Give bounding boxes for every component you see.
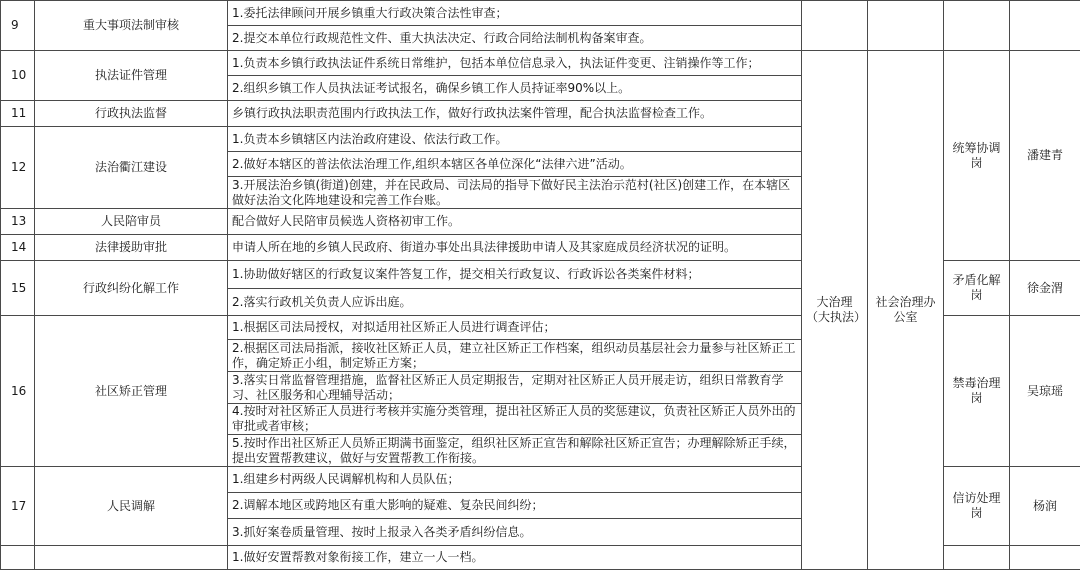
item-name: 重大事项法制审核 — [35, 1, 228, 51]
duty-text: 2.调解本地区或跨地区有重大影响的疑难、复杂民间纠纷； — [228, 493, 802, 519]
post-cell-empty — [944, 1, 1010, 51]
duty-text: 2.做好本辖区的普法依法治理工作,组织本辖区各单位深化“法律六进”活动。 — [228, 152, 802, 177]
office-cell: 社会治理办公室 — [868, 51, 944, 570]
duty-text: 5.按时作出社区矫正人员矫正期满书面鉴定，组织社区矫正宣告和解除社区矫正宣告；办理解除矫正手续，提出安置帮教建议，做好与安置帮教工作衔接。 — [228, 435, 802, 467]
area-cell-empty — [802, 1, 868, 51]
duty-text: 2.提交本单位行政规范性文件、重大执法决定、行政合同给法制机构备案审查。 — [228, 26, 802, 51]
item-name: 法治衢江建设 — [35, 127, 228, 209]
item-name: 人民陪审员 — [35, 209, 228, 235]
area-cell-next — [944, 546, 1010, 570]
row-number: 15 — [1, 261, 35, 316]
duty-text: 2.落实行政机关负责人应诉出庭。 — [228, 289, 802, 316]
row-number — [1, 546, 35, 570]
item-name — [35, 546, 228, 570]
duty-text: 乡镇行政执法职责范围内行政执法工作，做好行政执法案件管理，配合执法监督检查工作。 — [228, 101, 802, 127]
person-cell-empty — [1010, 1, 1080, 51]
duty-text: 2.根据区司法局指派，接收社区矫正人员，建立社区矫正工作档案，组织动员基层社会力量参与社区矫正工作，确定矫正小组，制定矫正方案； — [228, 340, 802, 372]
row-number: 10 — [1, 51, 35, 101]
item-name: 人民调解 — [35, 467, 228, 546]
office-cell-empty — [868, 1, 944, 51]
item-name: 社区矫正管理 — [35, 316, 228, 467]
row-number: 14 — [1, 235, 35, 261]
person-cell: 吴琼瑶 — [1010, 316, 1080, 467]
duty-text: 1.组建乡村两级人民调解机构和人员队伍； — [228, 467, 802, 493]
duty-text: 1.委托法律顾问开展乡镇重大行政决策合法性审查； — [228, 1, 802, 26]
area-cell: 大治理（大执法） — [802, 51, 868, 570]
item-name: 行政执法监督 — [35, 101, 228, 127]
row-number: 13 — [1, 209, 35, 235]
duty-text: 配合做好人民陪审员候选人资格初审工作。 — [228, 209, 802, 235]
duty-text: 1.负责本乡镇行政执法证件系统日常维护，包括本单位信息录入，执法证件变更、注销操作等工作； — [228, 51, 802, 76]
post-cell: 信访处理岗 — [944, 467, 1010, 546]
duty-text: 3.抓好案卷质量管理、按时上报录入各类矛盾纠纷信息。 — [228, 519, 802, 546]
duty-text: 1.根据区司法局授权，对拟适用社区矫正人员进行调查评估； — [228, 316, 802, 340]
duty-text: 1.负责本乡镇辖区内法治政府建设、依法行政工作。 — [228, 127, 802, 152]
item-name: 行政纠纷化解工作 — [35, 261, 228, 316]
item-name: 执法证件管理 — [35, 51, 228, 101]
person-cell: 潘建青 — [1010, 51, 1080, 261]
row-number: 12 — [1, 127, 35, 209]
row-number: 11 — [1, 101, 35, 127]
post-cell: 统筹协调岗 — [944, 51, 1010, 261]
duty-text: 3.落实日常监督管理措施，监督社区矫正人员定期报告，定期对社区矫正人员开展走访，组织日常教育学习、社区服务和心理辅导活动； — [228, 372, 802, 404]
duty-text: 1.做好安置帮教对象衔接工作，建立一人一档。 — [228, 546, 802, 570]
post-cell: 矛盾化解岗 — [944, 261, 1010, 316]
row-number: 9 — [1, 1, 35, 51]
row-number: 17 — [1, 467, 35, 546]
person-cell: 徐金渭 — [1010, 261, 1080, 316]
row-number: 16 — [1, 316, 35, 467]
duty-text: 1.协助做好辖区的行政复议案件答复工作，提交相关行政复议、行政诉讼各类案件材料； — [228, 261, 802, 289]
person-cell: 杨润 — [1010, 467, 1080, 546]
post-cell: 禁毒治理岗 — [944, 316, 1010, 467]
duty-text: 3.开展法治乡镇(街道)创建，并在民政局、司法局的指导下做好民主法治示范村(社区)创建工作，在本辖区做好法治文化阵地建设和完善工作台账。 — [228, 177, 802, 209]
duty-text: 申请人所在地的乡镇人民政府、街道办事处出具法律援助申请人及其家庭成员经济状况的证明。 — [228, 235, 802, 261]
item-name: 法律援助审批 — [35, 235, 228, 261]
office-cell-next — [1010, 546, 1080, 570]
duty-text: 2.组织乡镇工作人员执法证考试报名，确保乡镇工作人员持证率90%以上。 — [228, 76, 802, 101]
duty-text: 4.按时对社区矫正人员进行考核并实施分类管理，提出社区矫正人员的奖惩建议，负责社区矫正人员外出的审批或者审核； — [228, 404, 802, 435]
